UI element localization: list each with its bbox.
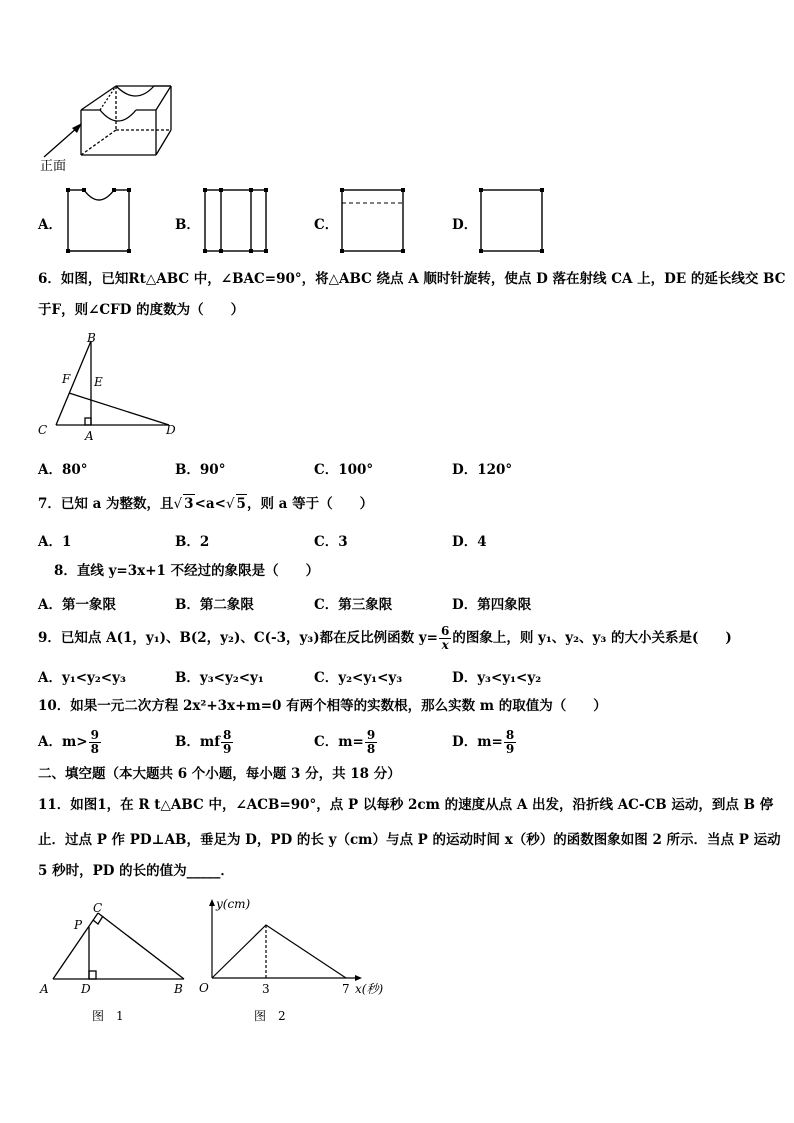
q9-fraction [439,625,451,652]
q11-fig1-label-a: A [40,982,49,996]
q7-stem-post: ，则 a 等于（ ） [246,496,374,512]
q6-label-a: A [85,429,94,443]
q9-option-c[interactable]: C．y₂<y₁<y₃ [314,670,403,686]
q10-stem: 10．如果一元二次方程 2x²+3x+m=0 有两个相等的实数根，那么实数 m 的取值为（ ） [38,698,607,714]
q6-option-c[interactable]: C．100° [314,462,374,478]
q11-fig1-label-c: C [93,901,103,915]
q9-stem-post: 的图象上，则 y₁、y₂、y₃ 的大小关系是( ) [452,630,732,646]
q7-stem: 7．已知 a 为整数，且√ 3<a<√ 5，则 a 等于（ ） [38,496,374,512]
q5-option-a-label[interactable]: A． [38,217,62,233]
q11-fig2-tick-3: 3 [262,982,270,996]
q6-option-b[interactable]: B．90° [175,462,226,478]
q6-label-f: F [62,372,71,386]
q9-option-b[interactable]: B．y₃<y₂<y₁ [175,670,264,686]
q8-option-b[interactable]: B．第二象限 [175,597,254,613]
q10-option-d-den: 9 [505,742,515,756]
q10-option-c-den: 8 [366,742,376,756]
q9-fraction-den: x [441,638,449,652]
q8-stem: 8．直线 y=3x+1 不经过的象限是（ ） [54,563,320,579]
q11-fig1-label-d: D [81,982,91,996]
q7-option-b[interactable]: B．2 [175,534,210,550]
q10-option-b-den: 9 [223,742,232,756]
q10-option-c[interactable] [314,722,378,762]
q6-option-a[interactable]: A．80° [38,462,88,478]
q10-option-a-pre: A．m> [38,734,88,750]
q10-option-b-num: 8 [223,728,232,742]
q10-option-d-num: 8 [505,728,515,742]
q8-option-a[interactable]: A．第一象限 [38,597,116,613]
q7-option-a[interactable]: A．1 [38,534,72,550]
q11-fig2-y-label: y(cm) [216,897,251,911]
q9-fraction-num: 6 [440,624,450,638]
q11-figure-1 [36,898,196,1028]
q11-fig2-x-label: x(秒) [355,982,384,996]
q7-stem-pre: 7．已知 a 为整数，且 [38,496,174,512]
q7-root1: 3 [184,496,194,512]
q6-stem-line2: 于F，则∠CFD 的度数为（ ） [38,302,245,318]
q5-option-d-figure [479,188,545,254]
q11-fig1-label-b: B [174,982,183,996]
q10-option-c-pre: C．m= [314,734,364,750]
q11-fig1-label-p: P [74,918,83,932]
q10-option-b-pre: B．mf [175,734,221,750]
q11-fig1-caption: 图 1 [92,1009,124,1023]
q11-fig2-caption: 图 2 [254,1009,286,1023]
q5-option-c-label[interactable]: C． [314,217,339,233]
q10-option-a-num: 9 [90,728,99,742]
q6-triangle-figure [34,330,184,446]
q10-option-d[interactable] [452,722,517,762]
q5-option-a-figure [66,188,132,254]
q10-option-d-pre: D．m= [452,734,503,750]
front-label: 正面 [40,159,67,174]
q8-option-d[interactable]: D．第四象限 [452,597,532,613]
q6-option-d[interactable]: D．120° [452,462,513,478]
q6-label-b: B [87,331,96,345]
q7-root2: 5 [236,496,246,512]
q9-stem [38,624,732,652]
q5-option-b-label[interactable]: B． [175,217,200,233]
q10-option-a-den: 8 [90,742,99,756]
q6-label-d: D [166,423,176,437]
q8-option-c[interactable]: C．第三象限 [314,597,393,613]
q9-option-a[interactable]: A．y₁<y₂<y₃ [38,670,126,686]
q6-label-e: E [94,375,103,389]
q11-stem-line3: 5 秒时，PD 的长的值为_____． [38,863,234,879]
q6-stem-line1: 6．如图，已知Rt△ABC 中，∠BAC=90°，将△ABC 绕点 A 顺时针旋转，使点 D 落在射线 CA 上，DE 的延长线交 BC [38,271,786,287]
q11-stem-line2: 止．过点 P 作 PD⊥AB，垂足为 D，PD 的长 y（cm）与点 P 的运动时间 x（秒）的函数图象如图 2 所示．当点 P 运动 [38,832,781,848]
q5-option-b-figure [203,188,269,254]
q7-option-c[interactable]: C．3 [314,534,348,550]
q7-stem-mid: <a< [194,496,226,512]
q10-option-c-num: 9 [366,728,376,742]
q10-option-b[interactable] [175,722,234,762]
q11-stem-line1: 11．如图1，在 R t△ABC 中，∠ACB=90°，点 P 以每秒 2cm 的速度从点 A 出发，沿折线 AC-CB 运动，到点 B 停 [38,797,774,813]
q9-stem-pre: 9．已知点 A(1，y₁)、B(2，y₂)、C(-3，y₃)都在反比例函数 y= [38,630,438,646]
q6-label-c: C [38,423,48,437]
q9-option-d[interactable]: D．y₃<y₁<y₂ [452,670,542,686]
q11-fig2-tick-7: 7 [342,982,350,996]
q5-option-d-label[interactable]: D． [452,217,478,233]
q10-option-a[interactable] [38,722,102,762]
section-2-title: 二、填空题（本大题共 6 个小题，每小题 3 分，共 18 分） [38,766,401,782]
q11-fig2-origin: O [199,981,209,995]
q5-option-c-figure [340,188,406,254]
q7-option-d[interactable]: D．4 [452,534,487,550]
q11-figure-2 [196,892,396,1032]
